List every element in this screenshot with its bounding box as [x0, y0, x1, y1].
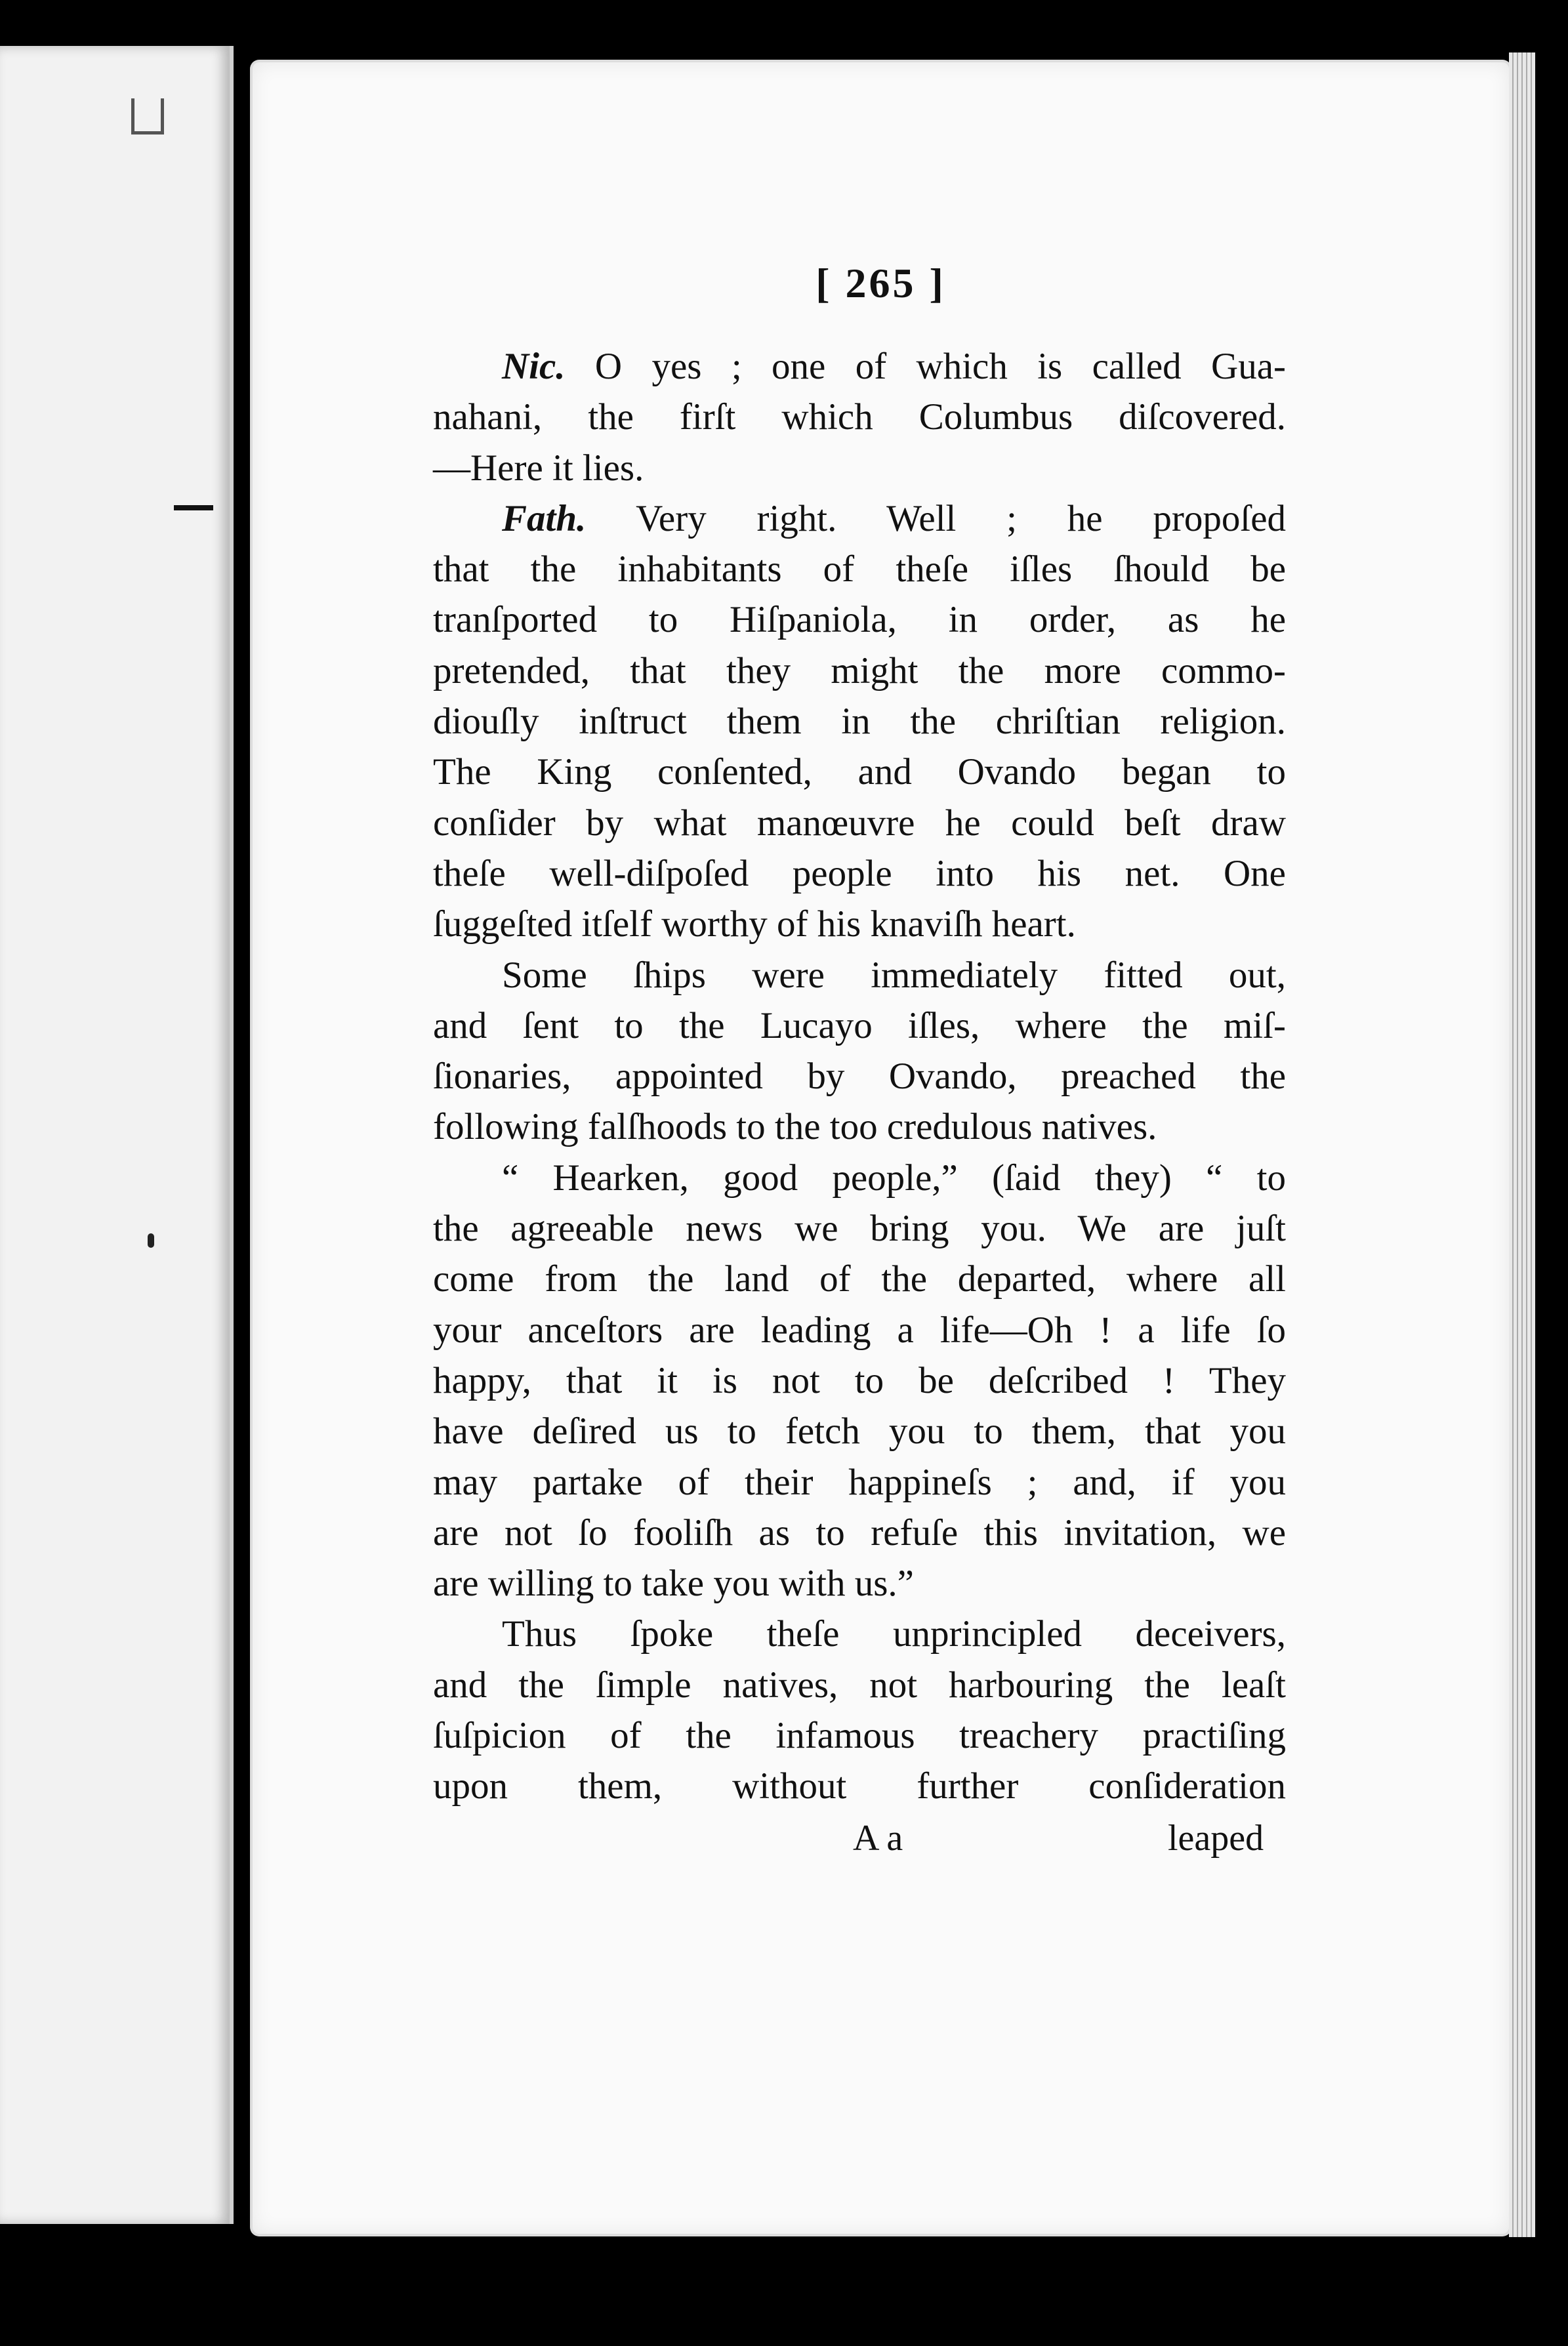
- text-line: Some ſhips were immediately fitted out,: [502, 954, 1286, 996]
- text-line: The King conſented, and Ovando began to: [433, 751, 1286, 793]
- gutter-mark: [174, 505, 213, 510]
- signature-mark: A a: [853, 1818, 903, 1859]
- text-line: conſider by what manœuvre he could beſt draw: [433, 802, 1286, 844]
- text-line: —Here it lies.: [433, 447, 644, 489]
- body-text: [433, 341, 1286, 1812]
- text-line: ſionaries, appointed by Ovando, preached the: [433, 1056, 1286, 1098]
- text-line: following falſhoods to the too credulous natives.: [433, 1106, 1157, 1148]
- text-line: Fath. Very right. Well ; he propoſed: [502, 497, 1286, 539]
- page-number: [ 265 ]: [815, 260, 946, 306]
- text-line: are not ſo fooliſh as to refuſe this invitation, we: [433, 1512, 1286, 1554]
- text-line: the agreeable news we bring you. We are juſt: [433, 1208, 1286, 1250]
- text-line: are willing to take you with us.”: [433, 1563, 914, 1605]
- speaker-label: Fath.: [502, 497, 587, 539]
- text-line: Nic. O yes ; one of which is called Gua-: [502, 346, 1286, 387]
- text-line: and ſent to the Lucayo iſles, where the miſ-: [433, 1004, 1286, 1046]
- facing-page-ink-dot: [148, 1233, 154, 1248]
- text-line: may partake of their happineſs ; and, if you: [433, 1461, 1286, 1503]
- text-line: happy, that it is not to be deſcribed ! They: [433, 1359, 1286, 1401]
- text-line: diouſly inſtruct them in the chriſtian religion.: [433, 701, 1286, 743]
- facing-page-mark: [131, 98, 164, 134]
- text-line: nahani, the firſt which Columbus diſcovered.: [433, 396, 1286, 438]
- text-line: ſuſpicion of the infamous treachery practiſing: [433, 1715, 1286, 1757]
- text-line: ſuggeſted itſelf worthy of his knaviſh heart.: [433, 903, 1076, 945]
- text-line: upon them, without further conſideration: [433, 1765, 1286, 1807]
- text-line: theſe well-diſpoſed people into his net. One: [433, 852, 1286, 894]
- page-edges: [1509, 52, 1535, 2237]
- text-line: come from the land of the departed, where all: [433, 1258, 1286, 1300]
- text-line: pretended, that they might the more commo-: [433, 649, 1286, 691]
- text-line: “ Hearken, good people,” (ſaid they) “ to: [502, 1157, 1286, 1199]
- catchword: leaped: [1168, 1818, 1264, 1859]
- text-line: tranſported to Hiſpaniola, in order, as he: [433, 599, 1286, 641]
- speaker-label: Nic.: [502, 346, 566, 387]
- text-line: and the ſimple natives, not harbouring the leaſt: [433, 1664, 1286, 1706]
- text-line: that the inhabitants of theſe iſles ſhould be: [433, 548, 1286, 590]
- facing-page-edge: [0, 46, 234, 2224]
- text-line: your anceſtors are leading a life—Oh ! a life ſo: [433, 1309, 1286, 1351]
- text-line: have deſired us to fetch you to them, that you: [433, 1410, 1286, 1452]
- text-line: Thus ſpoke theſe unprincipled deceivers,: [502, 1613, 1286, 1655]
